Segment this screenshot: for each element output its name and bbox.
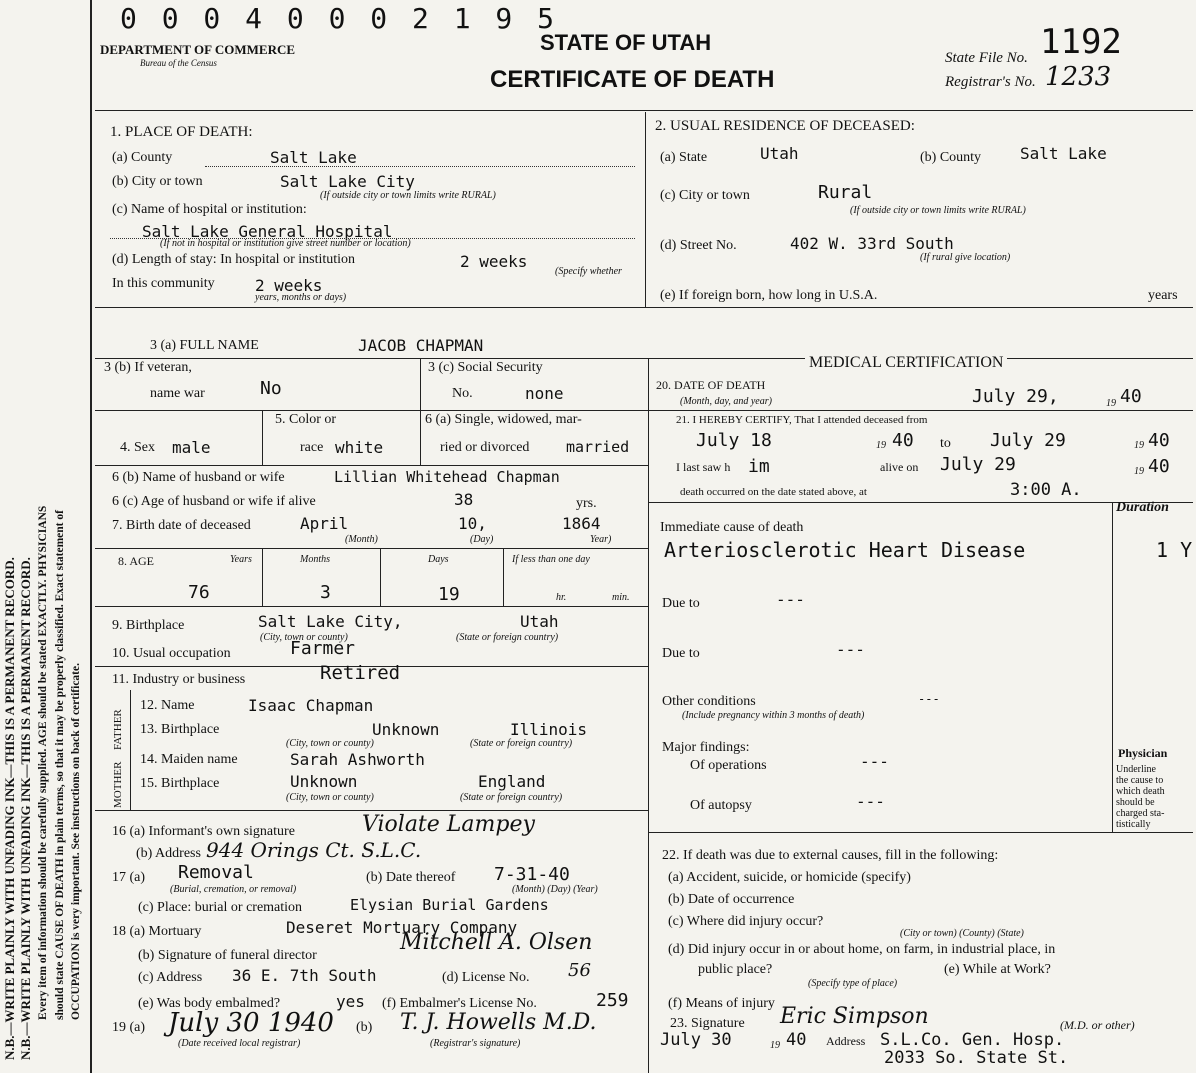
- informant-address: 944 Orings Ct. S.L.C.: [206, 838, 422, 862]
- hospital-stay: 2 weeks: [460, 252, 528, 271]
- autopsy-label: Of autopsy: [690, 798, 752, 813]
- alive-year-prefix: 19: [1134, 466, 1144, 477]
- marital-value: married: [566, 438, 630, 456]
- physician-note-line: tistically: [1116, 819, 1151, 830]
- alive-on-label: alive on: [880, 460, 919, 474]
- age-label: 8. AGE: [118, 554, 154, 568]
- city-label: (b) City or town: [112, 174, 203, 189]
- day-caption: (Day): [470, 534, 494, 545]
- hospital-label: (c) Name of hospital or institution:: [112, 202, 307, 217]
- age-days: 19: [438, 584, 460, 605]
- stay-label: (d) Length of stay: In hospital or institution: [112, 252, 356, 267]
- operations-label: Of operations: [690, 758, 767, 773]
- burial-method: Removal: [178, 862, 254, 883]
- res-county: Salt Lake: [1020, 144, 1107, 163]
- license-number: 56: [568, 960, 591, 981]
- color-label: 5. Color or: [275, 412, 337, 427]
- industry-value: Retired: [320, 662, 401, 684]
- physician-label: Physician: [1118, 746, 1168, 760]
- death-time: 3:00 A.: [1010, 480, 1082, 500]
- veteran-value: No: [260, 378, 282, 399]
- means-of-injury-label: (f) Means of injury: [668, 996, 775, 1011]
- race-label: race: [300, 440, 324, 455]
- ss-label: 3 (c) Social Security: [428, 360, 543, 375]
- mortuary-address-label: (c) Address: [138, 970, 203, 985]
- last-saw-him: im: [748, 456, 770, 477]
- immediate-cause: Arteriosclerotic Heart Disease: [664, 538, 1026, 562]
- res-street-note: (If rural give location): [920, 252, 1011, 263]
- sig-year-prefix: 19: [770, 1040, 780, 1051]
- hospital-name: Salt Lake General Hospital: [142, 222, 393, 241]
- father-birthplace-city: Unknown: [372, 720, 440, 739]
- months-caption: Months: [300, 554, 330, 565]
- spouse-age: 38: [454, 490, 474, 509]
- registrar-sig-label: (b): [356, 1020, 373, 1035]
- burial-place-label: (c) Place: burial or cremation: [138, 900, 303, 915]
- serial-number: 0 0 0 4 0 0 0 2 1 9 5: [120, 2, 559, 35]
- to-year-prefix: 19: [1134, 440, 1144, 451]
- res-city-note: (If outside city or town limits write RURAL): [850, 205, 1026, 216]
- marital-label: 6 (a) Single, widowed, mar-: [425, 412, 582, 427]
- burial-date-caption: (Month) (Day) (Year): [512, 884, 598, 895]
- other-conditions: ---: [918, 692, 940, 706]
- informant-signature-label: 16 (a) Informant's own signature: [112, 824, 295, 839]
- res-state: Utah: [760, 144, 799, 163]
- certify-label: 21. I HEREBY CERTIFY, That I attended deceased from: [676, 414, 928, 426]
- days-caption: Days: [428, 554, 449, 565]
- father-state-caption: (State or foreign country): [470, 738, 573, 749]
- res-city-label: (c) City or town: [660, 188, 750, 203]
- birthplace-city-caption: (City, town or county): [260, 632, 348, 643]
- home-injury-label: (d) Did injury occur in or about home, on farm, in industrial place, in: [668, 942, 1056, 957]
- where-injury-label: (c) Where did injury occur?: [668, 914, 824, 929]
- informant-signature: Violate Lampey: [362, 812, 535, 837]
- physician-note: [1116, 764, 1192, 830]
- death-date-label: 20. DATE OF DEATH: [656, 378, 766, 392]
- form-title: CERTIFICATE OF DEATH: [490, 66, 775, 93]
- registrar-number-label: Registrar's No.: [945, 74, 1036, 90]
- signature-date: July 30: [660, 1030, 732, 1050]
- veteran-label: 3 (b) If veteran,: [104, 360, 192, 375]
- due-to-2-label: Due to: [662, 646, 700, 661]
- ss-value: none: [525, 384, 564, 403]
- autopsy-value: ---: [856, 792, 885, 811]
- external-causes-label: 22. If death was due to external causes, fill in the following:: [662, 848, 999, 863]
- father-name: Isaac Chapman: [248, 696, 374, 715]
- burial-date-label: (b) Date thereof: [366, 870, 456, 885]
- age-months: 3: [320, 582, 331, 603]
- attended-from-year: 40: [892, 430, 914, 451]
- physician-note-line: Underline: [1116, 764, 1156, 775]
- less-day-caption: If less than one day: [512, 554, 590, 565]
- burial-place: Elysian Burial Gardens: [350, 896, 549, 914]
- sidebar-line-2: N.B.—WRITE PLAINLY WITH UNFADING INK—THIS IS A PERMANENT RECORD.: [18, 557, 33, 1060]
- year-caption: Year): [590, 534, 612, 545]
- due-to-2: ---: [836, 640, 865, 659]
- death-county: Salt Lake: [270, 148, 357, 167]
- physician-note-line: charged sta-: [1116, 808, 1165, 819]
- where-caption: (City or town) (County) (State): [900, 928, 1024, 939]
- death-date-caption: (Month, day, and year): [680, 396, 772, 407]
- burial-date: 7-31-40: [494, 864, 570, 885]
- death-year-prefix: 19: [1106, 398, 1116, 409]
- burial-label: 17 (a): [112, 870, 146, 885]
- header-divider: [95, 110, 1193, 111]
- to-label: to: [940, 436, 951, 451]
- registrar-caption: (Registrar's signature): [430, 1038, 521, 1049]
- mortuary-address: 36 E. 7th South: [232, 966, 377, 985]
- mother-birthplace-state: England: [478, 772, 546, 791]
- while-at-work-label: (e) While at Work?: [944, 962, 1051, 977]
- md-caption: (M.D. or other): [1060, 1018, 1135, 1032]
- sidebar-line-1: N.B.—WRITE PLAINLY WITH UNFADING INK—THIS IS A PERMANENT RECORD.: [2, 557, 17, 1060]
- birthdate-label: 7. Birth date of deceased: [112, 518, 251, 533]
- residence-title: 2. USUAL RESIDENCE OF DECEASED:: [655, 118, 915, 134]
- director-signature: Mitchell A. Olsen: [400, 930, 593, 955]
- birthplace-state-caption: (State or foreign country): [456, 632, 559, 643]
- spouse-age-unit: yrs.: [576, 496, 597, 511]
- last-saw-label: I last saw h: [676, 460, 731, 474]
- mother-name-label: 14. Maiden name: [140, 752, 238, 767]
- registrar-number: 1233: [1045, 62, 1112, 92]
- medical-cert-title: MEDICAL CERTIFICATION: [805, 354, 1007, 372]
- ss-no-label: No.: [452, 386, 473, 401]
- res-street: 402 W. 33rd South: [790, 234, 954, 253]
- state-file-number: 1192: [1040, 22, 1122, 62]
- instruction-sidebar: [0, 0, 90, 1073]
- embalmer-license: 259: [596, 990, 629, 1011]
- community-stay: 2 weeks: [255, 276, 323, 295]
- state-file-label: State File No.: [945, 50, 1028, 66]
- race-value: white: [335, 438, 384, 457]
- spouse-age-label: 6 (c) Age of husband or wife if alive: [112, 494, 316, 509]
- mother-side-label: MOTHER: [112, 761, 124, 808]
- foreign-label: (e) If foreign born, how long in U.S.A.: [660, 288, 878, 303]
- department-label: DEPARTMENT OF COMMERCE: [100, 42, 296, 57]
- occurred-label: death occurred on the date stated above, at: [680, 486, 867, 498]
- other-conditions-label: Other conditions: [662, 694, 756, 709]
- operations-value: ---: [860, 752, 889, 771]
- received-label: 19 (a): [112, 1020, 146, 1035]
- attended-from-date: July 18: [696, 430, 772, 451]
- birthplace-label: 9. Birthplace: [112, 618, 185, 633]
- mortuary-name: Deseret Mortuary Company: [286, 918, 518, 937]
- last-alive-year: 40: [1148, 456, 1170, 477]
- hospital-note: (If not in hospital or institution give street number or location): [160, 238, 411, 249]
- physician-address-2: 2033 So. State St.: [884, 1048, 1069, 1068]
- received-caption: (Date received local registrar): [178, 1038, 301, 1049]
- city-note: (If outside city or town limits write RURAL): [320, 190, 496, 201]
- registrar-signature: T. J. Howells M.D.: [400, 1010, 597, 1035]
- physician-note-line: should be: [1116, 797, 1155, 808]
- mother-state-caption: (State or foreign country): [460, 792, 563, 803]
- bureau-label: Bureau of the Census: [140, 58, 217, 68]
- spouse-name: Lillian Whitehead Chapman: [334, 468, 560, 486]
- years-caption: Years: [230, 554, 252, 565]
- father-name-label: 12. Name: [140, 698, 195, 713]
- form-state-title: STATE OF UTAH: [540, 30, 712, 55]
- res-state-label: (a) State: [660, 150, 708, 165]
- name-divider: [95, 358, 1193, 359]
- sidebar-line-5: OCCUPATION is very important. See instructions on back of certificate.: [70, 663, 82, 1020]
- mother-name: Sarah Ashworth: [290, 750, 425, 769]
- age-years: 76: [188, 582, 210, 603]
- death-date: July 29,: [972, 386, 1059, 407]
- hr-caption: hr.: [556, 592, 567, 603]
- father-city-caption: (City, town or county): [286, 738, 374, 749]
- mother-birthplace-label: 15. Birthplace: [140, 776, 220, 791]
- month-caption: (Month): [345, 534, 378, 545]
- embalmed-label: (e) Was body embalmed?: [138, 996, 281, 1011]
- birth-year: 1864: [562, 514, 601, 533]
- sex-value: male: [172, 438, 211, 457]
- birth-day: 10,: [458, 514, 487, 533]
- sex-label: 4. Sex: [120, 440, 155, 455]
- res-street-label: (d) Street No.: [660, 238, 737, 253]
- full-name-label: 3 (a) FULL NAME: [150, 338, 259, 353]
- full-name: JACOB CHAPMAN: [358, 336, 484, 355]
- frame-left: [90, 0, 92, 1073]
- place-of-death-title: 1. PLACE OF DEATH:: [110, 124, 253, 140]
- sidebar-line-4: should state CAUSE OF DEATH in plain terms, so that it may be properly classified. Exact statement of: [54, 510, 66, 1020]
- director-label: (b) Signature of funeral director: [138, 948, 317, 963]
- public-place-caption: (Specify type of place): [808, 978, 898, 989]
- license-label: (d) License No.: [442, 970, 530, 985]
- father-birthplace-state: Illinois: [510, 720, 588, 739]
- immediate-cause-label: Immediate cause of death: [660, 520, 804, 535]
- res-city: Rural: [818, 182, 873, 203]
- birthplace-state: Utah: [520, 612, 559, 631]
- other-conditions-caption: (Include pregnancy within 3 months of death): [682, 710, 865, 721]
- min-caption: min.: [612, 592, 630, 603]
- foreign-suffix: years: [1148, 288, 1178, 303]
- marital-label-2: ried or divorced: [440, 440, 530, 455]
- from-year-prefix: 19: [876, 440, 886, 451]
- death-city: Salt Lake City: [280, 172, 415, 191]
- attended-to-year: 40: [1148, 430, 1170, 451]
- accident-label: (a) Accident, suicide, or homicide (specify): [668, 870, 911, 885]
- occurrence-label: (b) Date of occurrence: [668, 892, 795, 907]
- due-to-1-label: Due to: [662, 596, 700, 611]
- physician-address: S.L.Co. Gen. Hosp.: [880, 1030, 1065, 1050]
- last-alive-date: July 29: [940, 454, 1016, 475]
- death-year: 40: [1120, 386, 1142, 407]
- industry-label: 11. Industry or business: [112, 672, 246, 687]
- birth-month: April: [300, 514, 349, 533]
- war-label: name war: [150, 386, 205, 401]
- occupation-label: 10. Usual occupation: [112, 646, 231, 661]
- embalmed-value: yes: [336, 992, 365, 1011]
- section-divider: [95, 307, 1193, 308]
- birthplace-city: Salt Lake City,: [258, 612, 403, 631]
- father-birthplace-label: 13. Birthplace: [140, 722, 220, 737]
- duration-label: Duration: [1116, 500, 1169, 515]
- community-note: years, months or days): [255, 292, 347, 303]
- sidebar-line-3: Every item of information should be carefully supplied. AGE should be stated EXACTLY. PHYSICIANS: [37, 505, 49, 1020]
- col-divider-top: [645, 112, 646, 307]
- father-side-label: FATHER: [112, 709, 124, 750]
- col-divider-main: [648, 358, 649, 1073]
- date-received: July 30 1940: [168, 1008, 334, 1038]
- mother-city-caption: (City, town or county): [286, 792, 374, 803]
- mother-birthplace-city: Unknown: [290, 772, 358, 791]
- public-place-label: public place?: [698, 962, 773, 977]
- due-to-1: ---: [776, 590, 805, 609]
- res-county-label: (b) County: [920, 150, 982, 165]
- community-label: In this community: [112, 276, 215, 291]
- physician-address-label: Address: [826, 1034, 866, 1048]
- cause-duration: 1 Y: [1156, 538, 1193, 562]
- county-label: (a) County: [112, 150, 173, 165]
- attended-to-date: July 29: [990, 430, 1066, 451]
- burial-caption: (Burial, cremation, or removal): [170, 884, 297, 895]
- informant-address-label: (b) Address: [136, 846, 201, 861]
- major-findings-label: Major findings:: [662, 740, 750, 755]
- physician-signature-label: 23. Signature: [670, 1016, 745, 1031]
- embalmer-label: (f) Embalmer's License No.: [382, 996, 537, 1011]
- spouse-label: 6 (b) Name of husband or wife: [112, 470, 285, 485]
- occupation-value: Farmer: [290, 638, 356, 659]
- stay-note: (Specify whether: [555, 266, 622, 277]
- signature-year: 40: [786, 1030, 807, 1050]
- mortuary-label: 18 (a) Mortuary: [112, 924, 202, 939]
- physician-note-line: the cause to: [1116, 775, 1164, 786]
- physician-note-line: which death: [1116, 786, 1165, 797]
- physician-signature: Eric Simpson: [780, 1004, 929, 1029]
